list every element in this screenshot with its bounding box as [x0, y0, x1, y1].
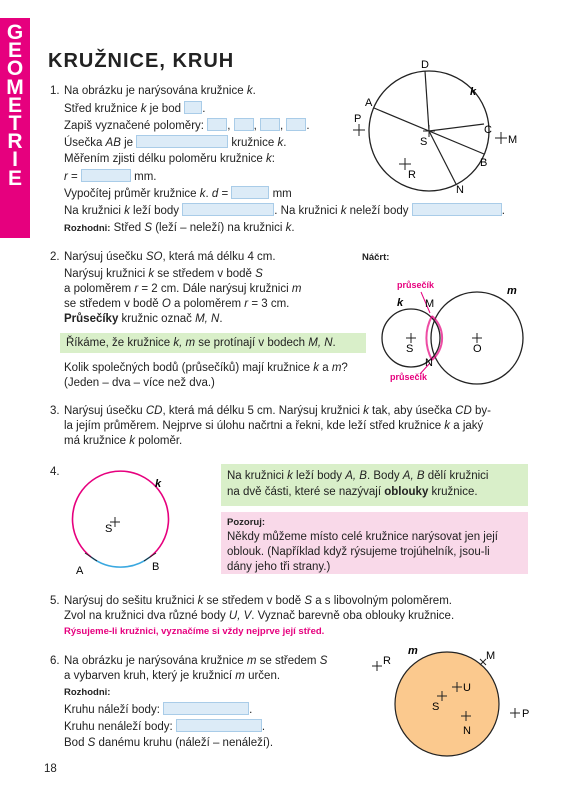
label-N: N — [456, 184, 464, 196]
radius-SD — [425, 71, 429, 131]
sidebar-letter: E — [7, 166, 22, 190]
arc-definition-box: Na kružnici k leží body A, B. Body A, B dělí kružnici na dvě části, které se nazývají oblouky kružnice. — [221, 464, 528, 506]
label-D: D — [421, 60, 429, 71]
label-k: k — [397, 297, 404, 309]
task6-number: 6. — [50, 655, 60, 667]
task3-line3: má kružnice k poloměr. — [64, 435, 183, 447]
answer-blank[interactable] — [286, 118, 306, 131]
task2-line1: Narýsuj úsečku SO, která má délku 4 cm. — [64, 251, 276, 263]
task1-line5: Měřením zjisti délku poloměru kružnice k: — [64, 153, 275, 165]
label-R: R — [383, 655, 391, 667]
label-O: O — [473, 343, 482, 355]
task3-line2: la jejím průměrem. Nejprve si úlohu načrtni a řekni, kde leží střed kružnice k a jaký — [64, 420, 484, 432]
figure-intersecting-circles — [375, 272, 535, 397]
task6-line4: Kruhu nenáleží body: . — [64, 721, 266, 733]
sketch-label: Náčrt: — [362, 252, 390, 263]
sidebar-letter: I — [12, 148, 18, 172]
label-M: M — [486, 650, 496, 662]
label-A: A — [76, 565, 84, 577]
label-prusecik: průsečík — [397, 280, 435, 290]
label-B: B — [480, 157, 488, 169]
sidebar-letter: R — [7, 130, 23, 154]
task1-line6: r = mm. — [64, 171, 157, 183]
task3-line1: Narýsuj úsečku CD, která má délku 5 cm. Narýsuj kružnici k tak, aby úsečka CD by- — [64, 405, 491, 417]
answer-blank[interactable] — [163, 702, 249, 715]
label-U: U — [463, 682, 471, 694]
page-number: 18 — [44, 763, 57, 775]
answer-blank[interactable] — [81, 169, 131, 182]
task1-decide: Rozhodni: Střed S (leží – neleží) na kružnici k. — [64, 222, 295, 234]
task4-number: 4. — [50, 466, 60, 478]
label-M: M — [508, 134, 518, 146]
task1-line2: Střed kružnice k je bod . — [64, 103, 206, 115]
point-mark-B — [144, 553, 156, 561]
task5-hint: Rýsujeme-li kružnici, vyznačíme si vždy nejprve její střed. — [64, 626, 325, 637]
task1-line3: Zapiš vyznačené poloměry: , , , . — [64, 120, 310, 132]
answer-blank[interactable] — [184, 101, 202, 114]
answer-blank[interactable] — [231, 186, 269, 199]
label-P: P — [522, 708, 530, 720]
disk-m — [395, 652, 499, 756]
answer-blank[interactable] — [136, 135, 228, 148]
figure-disk-m — [368, 640, 538, 770]
task1-line4: Úsečka AB je kružnice k. — [64, 137, 287, 149]
sidebar-letter: E — [7, 39, 22, 63]
sidebar-letter: E — [7, 93, 22, 117]
task5-line2: Zvol na kružnici dva různé body U, V. Vyznač barevně oba oblouky kružnice. — [64, 610, 455, 622]
label-P: P — [354, 113, 362, 125]
label-B: B — [152, 561, 160, 573]
task2-line2: Narýsuj kružnici k se středem v bodě S — [64, 268, 263, 280]
task6-decide-label: Rozhodni: — [64, 687, 111, 698]
label-S: S — [432, 701, 440, 713]
point-mark-A — [85, 553, 97, 561]
task1-number: 1. — [50, 85, 60, 97]
task2-question: Kolik společných bodů (průsečíků) mají kružnice k a m? — [64, 362, 348, 374]
task6-line2: a vybarven kruh, který je kružnicí m určen. — [64, 670, 281, 682]
label-N: N — [463, 725, 471, 737]
label-m: m — [507, 285, 517, 297]
label-S: S — [420, 136, 428, 148]
page-title: KRUŽNICE, KRUH — [48, 50, 235, 72]
task2-line4: se středem v bodě O a poloměrem r = 3 cm. — [64, 298, 290, 310]
label-M: M — [425, 298, 435, 310]
task5-line1: Narýsuj do sešitu kružnici k se středem v bodě S a s libovolným poloměrem. — [64, 595, 452, 607]
task6-line3: Kruhu náleží body: . — [64, 704, 253, 716]
label-S: S — [105, 523, 113, 535]
task2-options: (Jeden – dva – více než dva.) — [64, 377, 215, 389]
answer-blank[interactable] — [182, 203, 274, 216]
label-k: k — [155, 478, 162, 490]
answer-blank[interactable] — [207, 118, 227, 131]
subject-sidebar — [0, 18, 30, 238]
label-N: N — [425, 357, 433, 369]
task1-line1: Na obrázku je narýsována kružnice k. — [64, 85, 256, 97]
radius-SC — [429, 124, 484, 131]
label-A: A — [365, 97, 373, 109]
observe-note-box: Pozoruj: Někdy můžeme místo celé kružnice narýsovat jen její oblouk. (Například když rýsujeme trojúhelník, jsou-li dány jeho tři strany.) — [221, 512, 528, 574]
label-R: R — [408, 169, 416, 181]
answer-blank[interactable] — [260, 118, 280, 131]
answer-blank[interactable] — [234, 118, 254, 131]
answer-blank[interactable] — [176, 719, 262, 732]
figure-arcs — [62, 470, 182, 585]
task6-line1: Na obrázku je narýsována kružnice m se středem S — [64, 655, 328, 667]
sidebar-letter: O — [6, 57, 24, 81]
sidebar-letter: T — [8, 112, 22, 136]
task1-line7: Vypočítej průměr kružnice k. d = mm — [64, 188, 292, 200]
definition-box: Říkáme, že kružnice k, m se protínají v bodech M, N. — [60, 333, 366, 353]
radius-SN — [429, 131, 456, 184]
label-prusecik: průsečík — [390, 372, 428, 382]
label-k: k — [470, 86, 477, 98]
task3-number: 3. — [50, 405, 60, 417]
task2-line5: Průsečíky kružnic označ M, N. — [64, 313, 223, 325]
task6-line5: Bod S danému kruhu (náleží – nenáleží). — [64, 737, 274, 749]
label-C: C — [484, 124, 492, 136]
figure-circle-k — [345, 60, 535, 210]
label-m: m — [408, 645, 418, 657]
arc-minor — [91, 557, 150, 567]
task1-line8: Na kružnici k leží body . Na kružnici k neleží body . — [64, 205, 505, 217]
sidebar-letter: G — [6, 21, 24, 44]
sidebar-letter: M — [6, 75, 24, 99]
label-S: S — [406, 343, 414, 355]
task2-number: 2. — [50, 251, 60, 263]
task5-number: 5. — [50, 595, 60, 607]
task2-line3: a poloměrem r = 2 cm. Dále narýsuj kružnici m — [64, 283, 302, 295]
